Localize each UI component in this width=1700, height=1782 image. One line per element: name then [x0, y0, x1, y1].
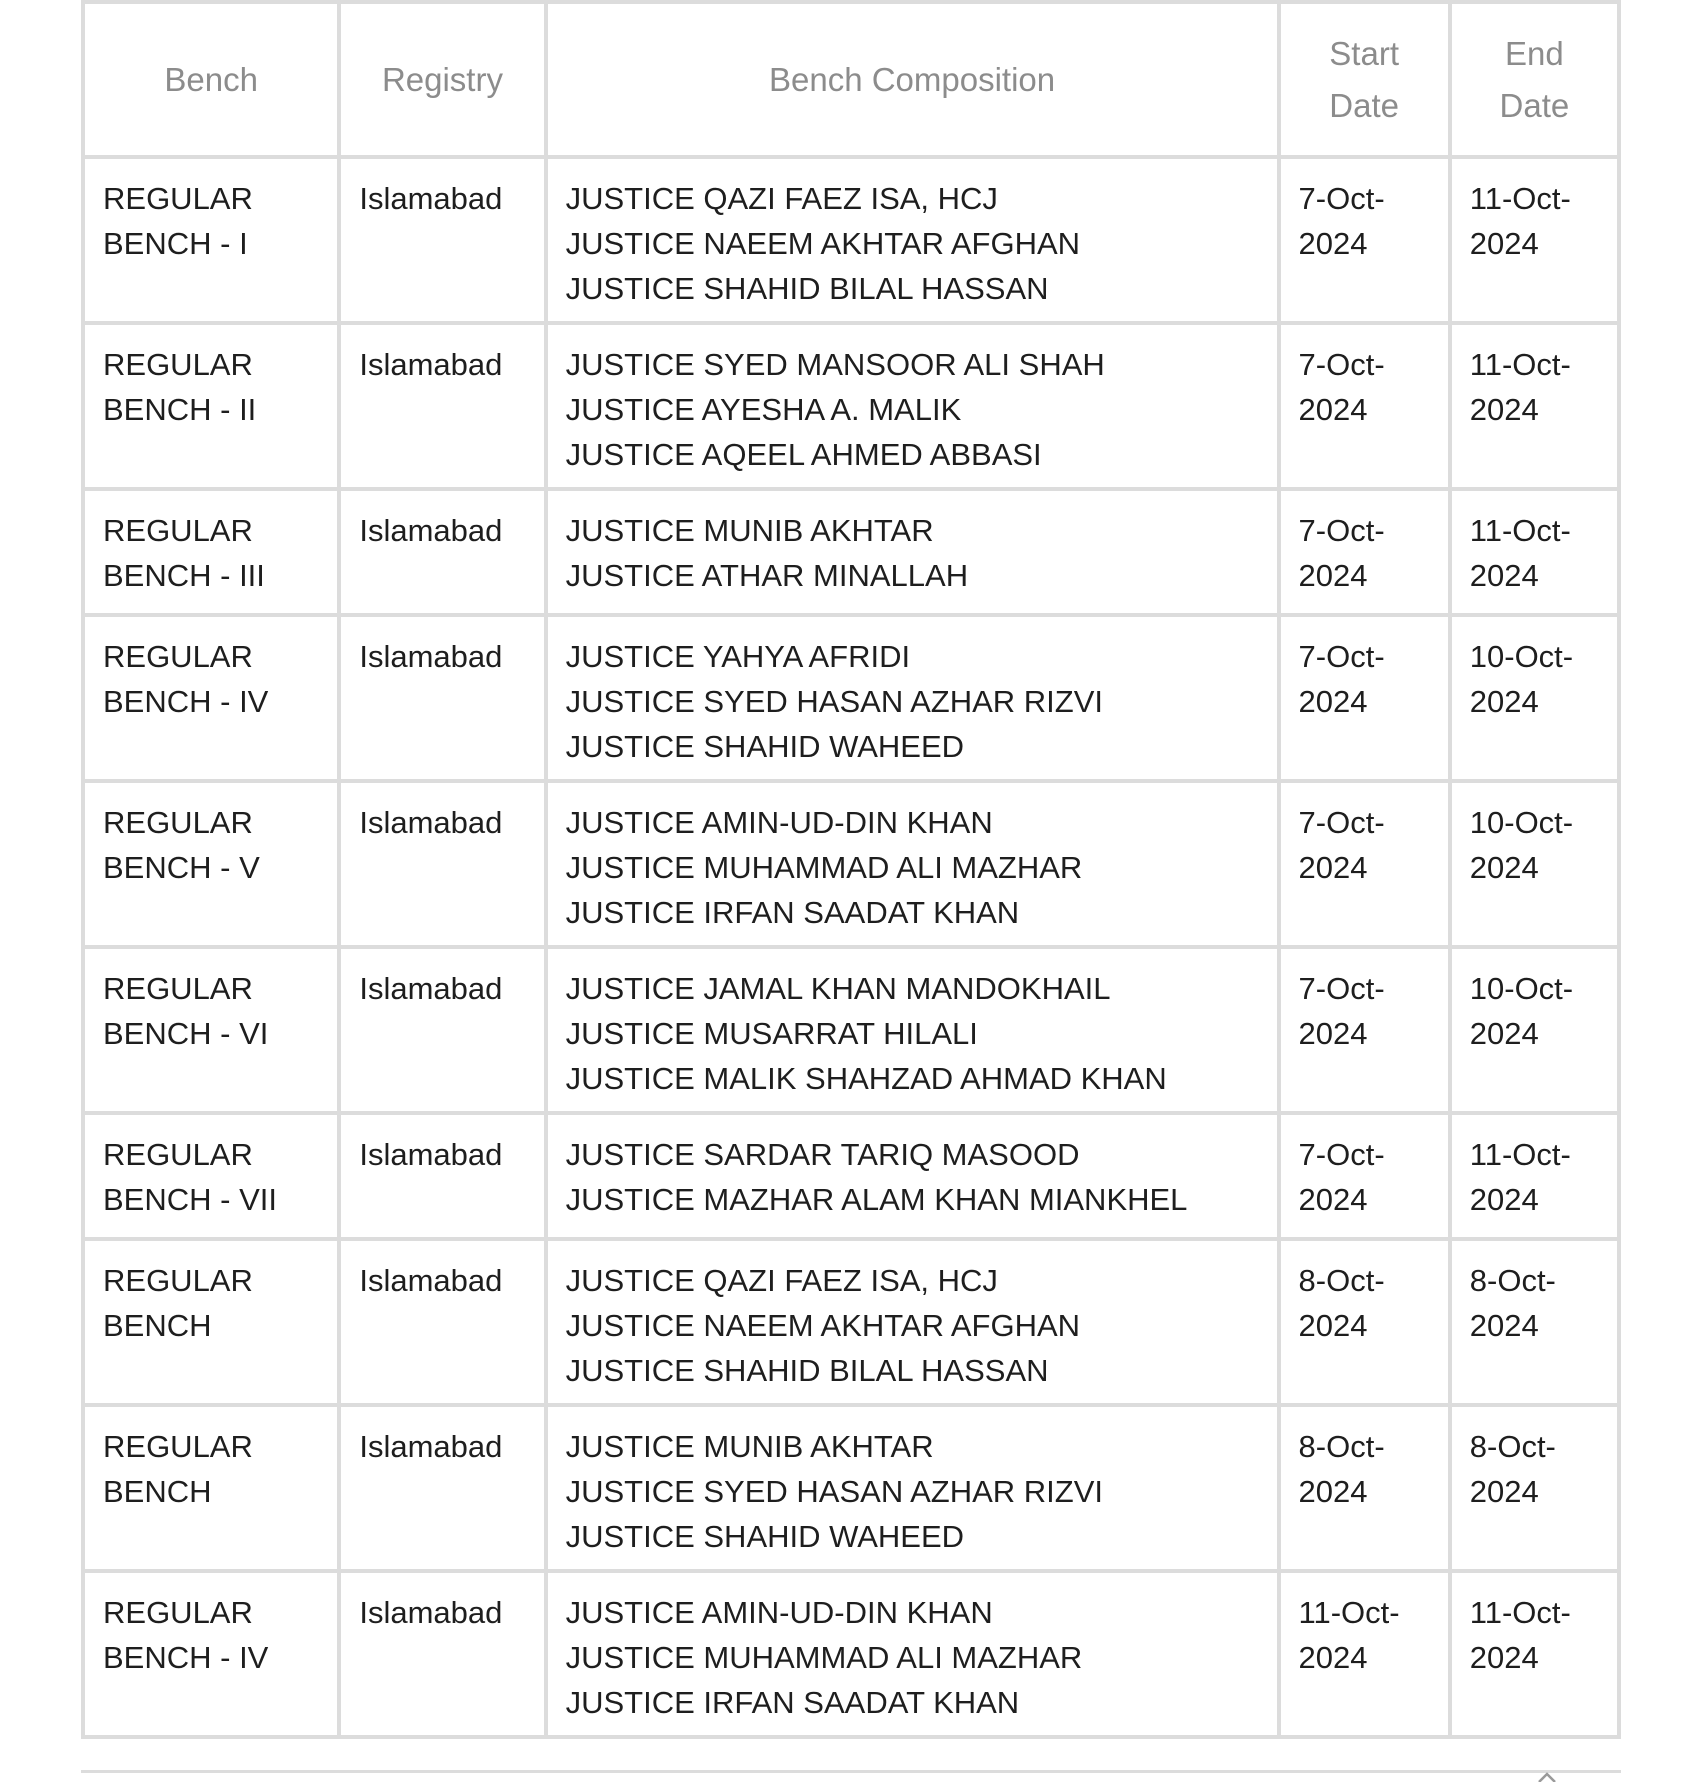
bench-composition-cell-line: JUSTICE AQEEL AHMED ABBASI	[565, 437, 1042, 472]
table-row	[83, 615, 1619, 781]
end-date-cell-line: 2024	[1469, 1308, 1539, 1343]
end-date-cell-line: 8-Oct-	[1469, 1263, 1556, 1298]
registry-cell: Islamabad	[339, 157, 545, 323]
bench-composition-cell-line: JUSTICE SYED HASAN AZHAR RIZVI	[565, 1474, 1104, 1509]
bench-cell	[83, 947, 339, 1113]
header-end-date-line: Date	[1499, 86, 1570, 124]
start-date-cell-line: 7-Oct-	[1298, 181, 1385, 216]
start-date-cell	[1279, 323, 1450, 489]
table-bottom-border	[81, 1770, 1621, 1773]
start-date-cell-line: 2024	[1298, 1182, 1368, 1217]
table-row	[83, 781, 1619, 947]
start-date-cell-line: 2024	[1298, 1308, 1368, 1343]
bench-cell-line: REGULAR	[103, 1263, 253, 1298]
bench-cell-line: REGULAR	[103, 181, 253, 216]
table-row	[83, 1239, 1619, 1405]
end-date-cell-line: 11-Oct-	[1469, 1137, 1571, 1172]
bench-composition-cell	[546, 1571, 1279, 1737]
table-row	[83, 1405, 1619, 1571]
end-date-cell	[1450, 1405, 1619, 1571]
start-date-cell-line: 2024	[1298, 226, 1368, 261]
header-bench: Bench	[83, 2, 339, 157]
end-date-cell-line: 11-Oct-	[1469, 1595, 1571, 1630]
table-row	[83, 157, 1619, 323]
start-date-cell-line: 2024	[1298, 1016, 1368, 1051]
bench-cell	[83, 781, 339, 947]
bench-cell-line: REGULAR	[103, 1429, 253, 1464]
bench-composition-cell-line: JUSTICE MUSARRAT HILALI	[565, 1016, 978, 1051]
start-date-cell-line: 11-Oct-	[1298, 1595, 1400, 1630]
start-date-cell-line: 7-Oct-	[1298, 805, 1385, 840]
bench-cell-line: BENCH - I	[103, 226, 248, 261]
bench-cell	[83, 489, 339, 615]
header-start-date-line: Start	[1329, 34, 1399, 72]
bench-composition-cell-line: JUSTICE MUHAMMAD ALI MAZHAR	[565, 1640, 1083, 1675]
end-date-cell	[1450, 947, 1619, 1113]
bench-cell	[83, 157, 339, 323]
end-date-cell	[1450, 157, 1619, 323]
table-header-row	[83, 2, 1619, 157]
end-date-cell	[1450, 489, 1619, 615]
start-date-cell	[1279, 1113, 1450, 1239]
bench-composition-cell	[546, 615, 1279, 781]
start-date-cell	[1279, 157, 1450, 323]
end-date-cell-line: 2024	[1469, 226, 1539, 261]
bench-composition-cell-line: JUSTICE SHAHID BILAL HASSAN	[565, 1353, 1049, 1388]
bench-composition-cell-line: JUSTICE MALIK SHAHZAD AHMAD KHAN	[565, 1061, 1167, 1096]
registry-cell: Islamabad	[339, 947, 545, 1113]
bench-cell	[83, 1405, 339, 1571]
end-date-cell-line: 11-Oct-	[1469, 513, 1571, 548]
bench-composition-cell-line: JUSTICE SHAHID WAHEED	[565, 1519, 965, 1554]
start-date-cell-line: 2024	[1298, 1640, 1368, 1675]
end-date-cell-line: 11-Oct-	[1469, 347, 1571, 382]
bench-composition-cell-line: JUSTICE MUNIB AKHTAR	[565, 513, 934, 548]
bench-composition-cell-line: JUSTICE IRFAN SAADAT KHAN	[565, 1685, 1020, 1720]
registry-cell: Islamabad	[339, 489, 545, 615]
bench-cell	[83, 1571, 339, 1737]
bench-composition-cell-line: JUSTICE SHAHID BILAL HASSAN	[565, 271, 1049, 306]
bench-cell-line: BENCH - III	[103, 558, 265, 593]
bench-composition-cell	[546, 1239, 1279, 1405]
end-date-cell-line: 2024	[1469, 1016, 1539, 1051]
header-start-date-line: Date	[1329, 86, 1400, 124]
start-date-cell-line: 8-Oct-	[1298, 1263, 1385, 1298]
bench-composition-cell-line: JUSTICE AYESHA A. MALIK	[565, 392, 962, 427]
end-date-cell-line: 2024	[1469, 1182, 1539, 1217]
bench-cell-line: BENCH	[103, 1308, 212, 1343]
start-date-cell-line: 7-Oct-	[1298, 513, 1385, 548]
start-date-cell	[1279, 781, 1450, 947]
start-date-cell	[1279, 1405, 1450, 1571]
chevron-up-icon[interactable]	[1536, 1768, 1558, 1782]
end-date-cell	[1450, 1113, 1619, 1239]
bench-composition-cell-line: JUSTICE MUNIB AKHTAR	[565, 1429, 934, 1464]
bench-composition-cell	[546, 323, 1279, 489]
bench-cell-line: BENCH - IV	[103, 1640, 269, 1675]
start-date-cell-line: 2024	[1298, 392, 1368, 427]
bench-schedule-table	[81, 0, 1621, 1739]
end-date-cell	[1450, 615, 1619, 781]
bench-composition-cell-line: JUSTICE QAZI FAEZ ISA, HCJ	[565, 181, 998, 216]
bench-cell-line: REGULAR	[103, 513, 253, 548]
end-date-cell-line: 10-Oct-	[1469, 805, 1574, 840]
registry-cell: Islamabad	[339, 615, 545, 781]
bench-cell	[83, 323, 339, 489]
start-date-cell-line: 7-Oct-	[1298, 1137, 1385, 1172]
start-date-cell-line: 2024	[1298, 850, 1368, 885]
bench-composition-cell-line: JUSTICE MUHAMMAD ALI MAZHAR	[565, 850, 1083, 885]
header-start-date	[1279, 2, 1450, 157]
end-date-cell	[1450, 1571, 1619, 1737]
start-date-cell-line: 2024	[1298, 558, 1368, 593]
start-date-cell	[1279, 1239, 1450, 1405]
bench-composition-cell-line: JUSTICE YAHYA AFRIDI	[565, 639, 911, 674]
end-date-cell-line: 2024	[1469, 392, 1539, 427]
bench-composition-cell-line: JUSTICE QAZI FAEZ ISA, HCJ	[565, 1263, 998, 1298]
start-date-cell-line: 7-Oct-	[1298, 971, 1385, 1006]
bench-cell-line: REGULAR	[103, 971, 253, 1006]
end-date-cell-line: 10-Oct-	[1469, 971, 1574, 1006]
bench-cell-line: BENCH - V	[103, 850, 260, 885]
start-date-cell-line: 2024	[1298, 1474, 1368, 1509]
bench-composition-cell-line: JUSTICE SARDAR TARIQ MASOOD	[565, 1137, 1080, 1172]
start-date-cell	[1279, 489, 1450, 615]
end-date-cell-line: 8-Oct-	[1469, 1429, 1556, 1464]
bench-cell-line: REGULAR	[103, 639, 253, 674]
end-date-cell	[1450, 1239, 1619, 1405]
start-date-cell	[1279, 615, 1450, 781]
end-date-cell-line: 10-Oct-	[1469, 639, 1574, 674]
end-date-cell-line: 11-Oct-	[1469, 181, 1571, 216]
bench-composition-cell	[546, 489, 1279, 615]
registry-cell: Islamabad	[339, 1113, 545, 1239]
bench-schedule-table-container	[81, 0, 1621, 1739]
header-registry: Registry	[339, 2, 545, 157]
bench-composition-cell-line: JUSTICE AMIN-UD-DIN KHAN	[565, 1595, 993, 1630]
end-date-cell-line: 2024	[1469, 1640, 1539, 1675]
bench-composition-cell-line: JUSTICE ATHAR MINALLAH	[565, 558, 969, 593]
start-date-cell-line: 7-Oct-	[1298, 639, 1385, 674]
registry-cell: Islamabad	[339, 1571, 545, 1737]
registry-cell: Islamabad	[339, 1239, 545, 1405]
bench-composition-cell-line: JUSTICE SHAHID WAHEED	[565, 729, 965, 764]
start-date-cell-line: 8-Oct-	[1298, 1429, 1385, 1464]
registry-cell: Islamabad	[339, 781, 545, 947]
bench-cell-line: BENCH - II	[103, 392, 257, 427]
table-row	[83, 1113, 1619, 1239]
header-end-date-line: End	[1505, 34, 1564, 72]
bench-composition-cell-line: JUSTICE NAEEM AKHTAR AFGHAN	[565, 226, 1081, 261]
end-date-cell-line: 2024	[1469, 684, 1539, 719]
bench-composition-cell	[546, 781, 1279, 947]
table-row	[83, 489, 1619, 615]
bench-composition-cell-line: JUSTICE MAZHAR ALAM KHAN MIANKHEL	[565, 1182, 1188, 1217]
end-date-cell-line: 2024	[1469, 558, 1539, 593]
bench-composition-cell-line: JUSTICE SYED MANSOOR ALI SHAH	[565, 347, 1105, 382]
bench-cell	[83, 1239, 339, 1405]
table-row	[83, 947, 1619, 1113]
bench-cell	[83, 615, 339, 781]
start-date-cell	[1279, 947, 1450, 1113]
bench-cell-line: BENCH - VII	[103, 1182, 277, 1217]
end-date-cell	[1450, 323, 1619, 489]
start-date-cell	[1279, 1571, 1450, 1737]
bench-cell-line: BENCH	[103, 1474, 212, 1509]
bench-cell-line: BENCH - VI	[103, 1016, 269, 1051]
bench-cell-line: REGULAR	[103, 347, 253, 382]
registry-cell: Islamabad	[339, 1405, 545, 1571]
table-row	[83, 323, 1619, 489]
bench-composition-cell-line: JUSTICE AMIN-UD-DIN KHAN	[565, 805, 993, 840]
bench-cell-line: REGULAR	[103, 1595, 253, 1630]
bench-cell-line: BENCH - IV	[103, 684, 269, 719]
bench-composition-cell	[546, 1405, 1279, 1571]
bench-cell-line: REGULAR	[103, 805, 253, 840]
bench-composition-cell	[546, 1113, 1279, 1239]
end-date-cell	[1450, 781, 1619, 947]
bench-composition-cell-line: JUSTICE IRFAN SAADAT KHAN	[565, 895, 1020, 930]
table-body	[83, 157, 1619, 1737]
header-end-date	[1450, 2, 1619, 157]
bench-composition-cell	[546, 947, 1279, 1113]
start-date-cell-line: 2024	[1298, 684, 1368, 719]
start-date-cell-line: 7-Oct-	[1298, 347, 1385, 382]
bench-composition-cell-line: JUSTICE NAEEM AKHTAR AFGHAN	[565, 1308, 1081, 1343]
bench-cell-line: REGULAR	[103, 1137, 253, 1172]
bench-cell	[83, 1113, 339, 1239]
registry-cell: Islamabad	[339, 323, 545, 489]
end-date-cell-line: 2024	[1469, 850, 1539, 885]
end-date-cell-line: 2024	[1469, 1474, 1539, 1509]
table-row	[83, 1571, 1619, 1737]
bench-composition-cell	[546, 157, 1279, 323]
header-bench-composition: Bench Composition	[546, 2, 1279, 157]
bench-composition-cell-line: JUSTICE SYED HASAN AZHAR RIZVI	[565, 684, 1104, 719]
bench-composition-cell-line: JUSTICE JAMAL KHAN MANDOKHAIL	[565, 971, 1111, 1006]
